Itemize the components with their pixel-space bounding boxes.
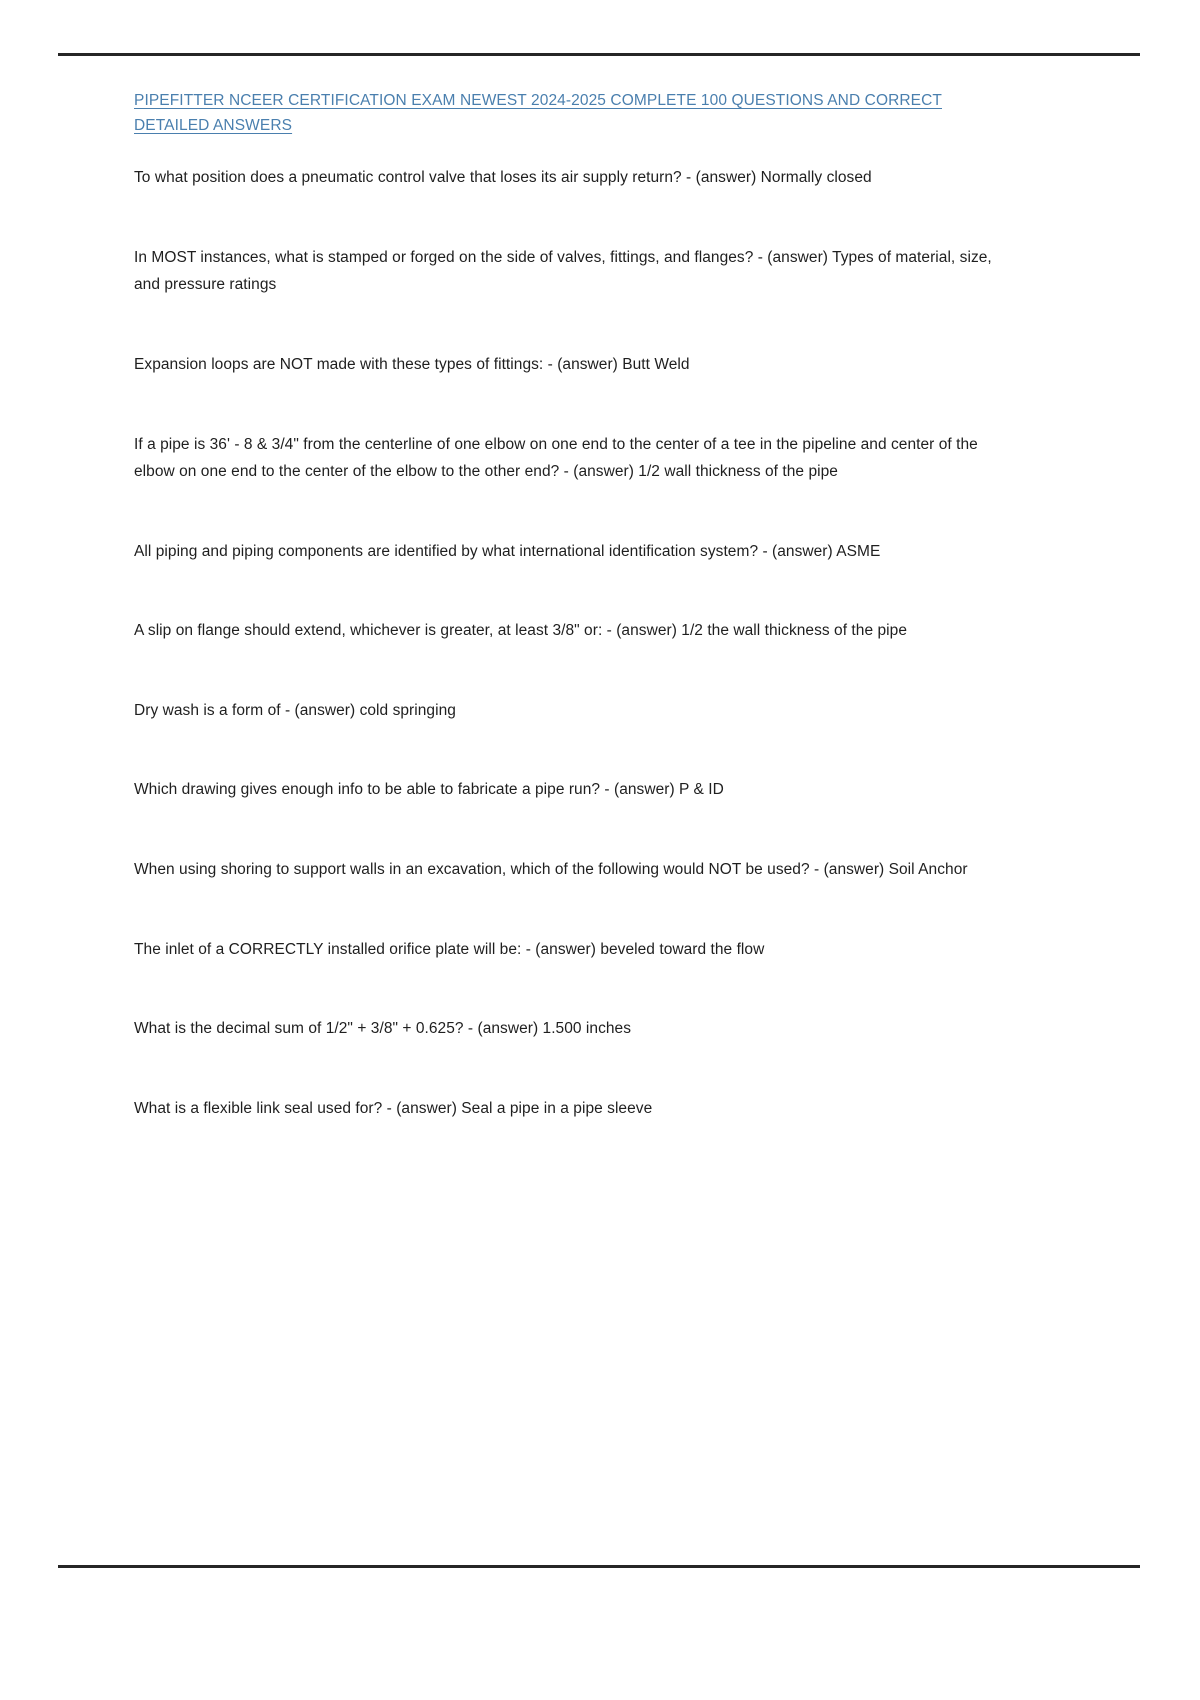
page-title: PIPEFITTER NCEER CERTIFICATION EXAM NEWEST 2024-2025 COMPLETE 100 QUESTIONS AND CORRECT DETAILED ANSWERS — [134, 92, 942, 135]
qa-entry: In MOST instances, what is stamped or forged on the side of valves, fittings, and flanges? - (answer) Types of material, size, and pressure ratings — [134, 248, 992, 294]
document-body — [134, 88, 1012, 1122]
page-top-rule — [58, 53, 1140, 56]
qa-entry: To what position does a pneumatic control valve that loses its air supply return? - (answer) Normally closed — [134, 169, 872, 187]
qa-entry: What is a flexible link seal used for? - (answer) Seal a pipe in a pipe sleeve — [134, 1099, 653, 1117]
qa-entry: The inlet of a CORRECTLY installed orifice plate will be: - (answer) beveled toward the flow — [134, 940, 765, 958]
qa-entry: All piping and piping components are identified by what international identification system? - (answer) ASME — [134, 542, 881, 560]
page-bottom-rule — [58, 1565, 1140, 1568]
qa-entry: What is the decimal sum of 1/2" + 3/8" + 0.625? - (answer) 1.500 inches — [134, 1020, 632, 1038]
qa-entry: A slip on flange should extend, whichever is greater, at least 3/8" or: - (answer) 1/2 the wall thickness of the pipe — [134, 622, 907, 640]
qa-entry: Dry wash is a form of - (answer) cold springing — [134, 701, 456, 719]
qa-entry: Expansion loops are NOT made with these types of fittings: - (answer) Butt Weld — [134, 355, 690, 373]
qa-entry: If a pipe is 36' - 8 & 3/4" from the centerline of one elbow on one end to the center of a tee in the pipeline and center of the elbow on one end to the center of the elbow to the other end? - (answer) 1/2 wall thickness of the pipe — [134, 435, 978, 481]
qa-entry: Which drawing gives enough info to be able to fabricate a pipe run? - (answer) P & ID — [134, 781, 724, 799]
qa-entry: When using shoring to support walls in an excavation, which of the following would NOT be used? - (answer) Soil Anchor — [134, 861, 968, 878]
